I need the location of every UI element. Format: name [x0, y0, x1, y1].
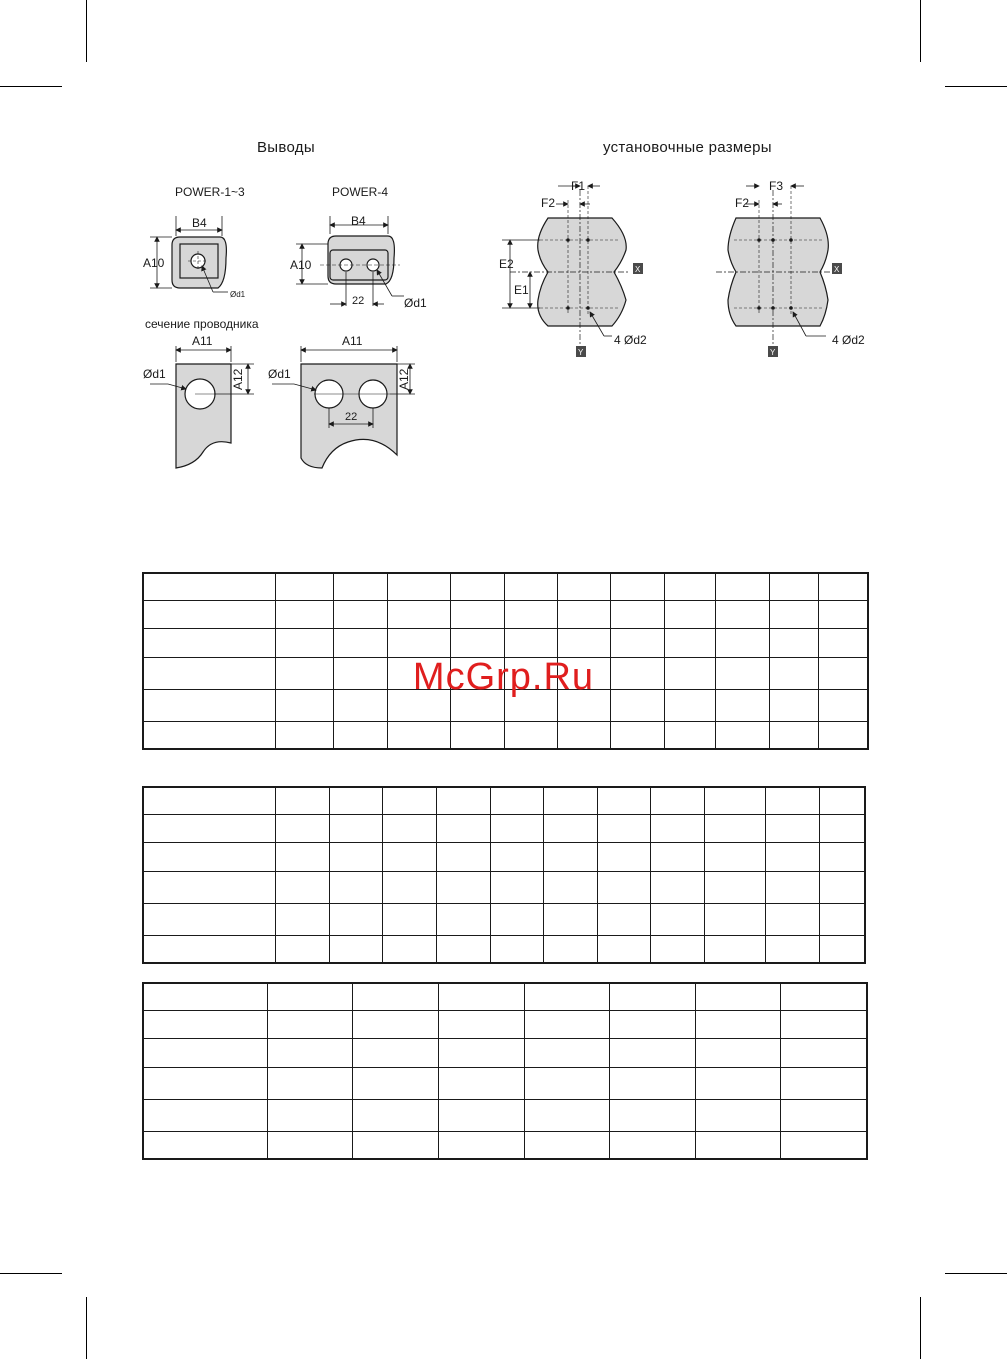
crop-mark — [945, 1273, 1007, 1274]
table-row — [143, 842, 865, 871]
dim-e1: E1 — [514, 283, 529, 297]
axis-y: Y — [578, 348, 584, 357]
dim-b4: B4 — [192, 216, 207, 230]
dim-d1: Ød1 — [230, 290, 246, 299]
dim-f2: F2 — [541, 196, 556, 210]
dim-a10: A10 — [290, 258, 312, 272]
dim-a11: A11 — [342, 334, 363, 348]
dim-d1: Ød1 — [404, 296, 427, 310]
dim-a10: A10 — [143, 256, 165, 270]
dim-d1: Ød1 — [143, 367, 166, 381]
dim-holes: 4 Ød2 — [614, 333, 647, 347]
dim-e2: E2 — [499, 257, 514, 271]
table-row — [143, 1038, 867, 1067]
dim-a12: A12 — [231, 368, 245, 390]
crop-mark — [0, 1273, 62, 1274]
axis-x: X — [635, 265, 641, 274]
table-row — [143, 983, 867, 1010]
dim-a11: A11 — [192, 334, 213, 348]
crop-mark — [86, 1297, 87, 1359]
model-label-power-1-3: POWER-1~3 — [175, 185, 245, 199]
table-row — [143, 1067, 867, 1099]
spec-table-3 — [142, 982, 868, 1160]
model-label-power-4: POWER-4 — [332, 185, 389, 199]
mounting-heading: установочные размеры — [603, 139, 772, 156]
dim-spacing: 22 — [345, 411, 358, 423]
conductor-section-label: сечение проводника — [145, 317, 259, 331]
table-row — [143, 871, 865, 903]
table-row — [143, 1010, 867, 1038]
dim-holes: 4 Ød2 — [832, 333, 865, 347]
dim-f3: F3 — [769, 179, 784, 193]
dim-f1: F1 — [571, 179, 586, 193]
terminals-heading: Выводы — [257, 139, 315, 156]
table-row — [143, 721, 868, 749]
axis-y: Y — [770, 348, 776, 357]
mounting-drawing-2 — [716, 186, 842, 357]
table-row — [143, 814, 865, 842]
table-row — [143, 628, 868, 657]
conductor-section-1-drawing — [150, 346, 254, 468]
dim-b4: B4 — [351, 214, 366, 228]
table-row — [143, 573, 868, 600]
table-row — [143, 600, 868, 628]
terminal-power-1-3-drawing — [150, 216, 228, 292]
spec-table-2 — [142, 786, 866, 964]
terminal-power-4-drawing — [296, 216, 404, 306]
table-row — [143, 787, 865, 814]
crop-mark — [920, 1297, 921, 1359]
watermark: McGrp.Ru — [412, 656, 595, 698]
table-row — [143, 1131, 867, 1159]
dim-f2: F2 — [735, 196, 750, 210]
table-row — [143, 1099, 867, 1131]
table-row — [143, 903, 865, 935]
dim-a12: A12 — [397, 368, 411, 390]
table-row — [143, 935, 865, 963]
dim-spacing: 22 — [352, 295, 365, 307]
mounting-drawing-1 — [502, 186, 643, 357]
axis-x: X — [834, 265, 840, 274]
conductor-section-2-drawing — [272, 346, 415, 468]
dim-d1: Ød1 — [268, 367, 291, 381]
technical-drawings — [0, 0, 1007, 560]
